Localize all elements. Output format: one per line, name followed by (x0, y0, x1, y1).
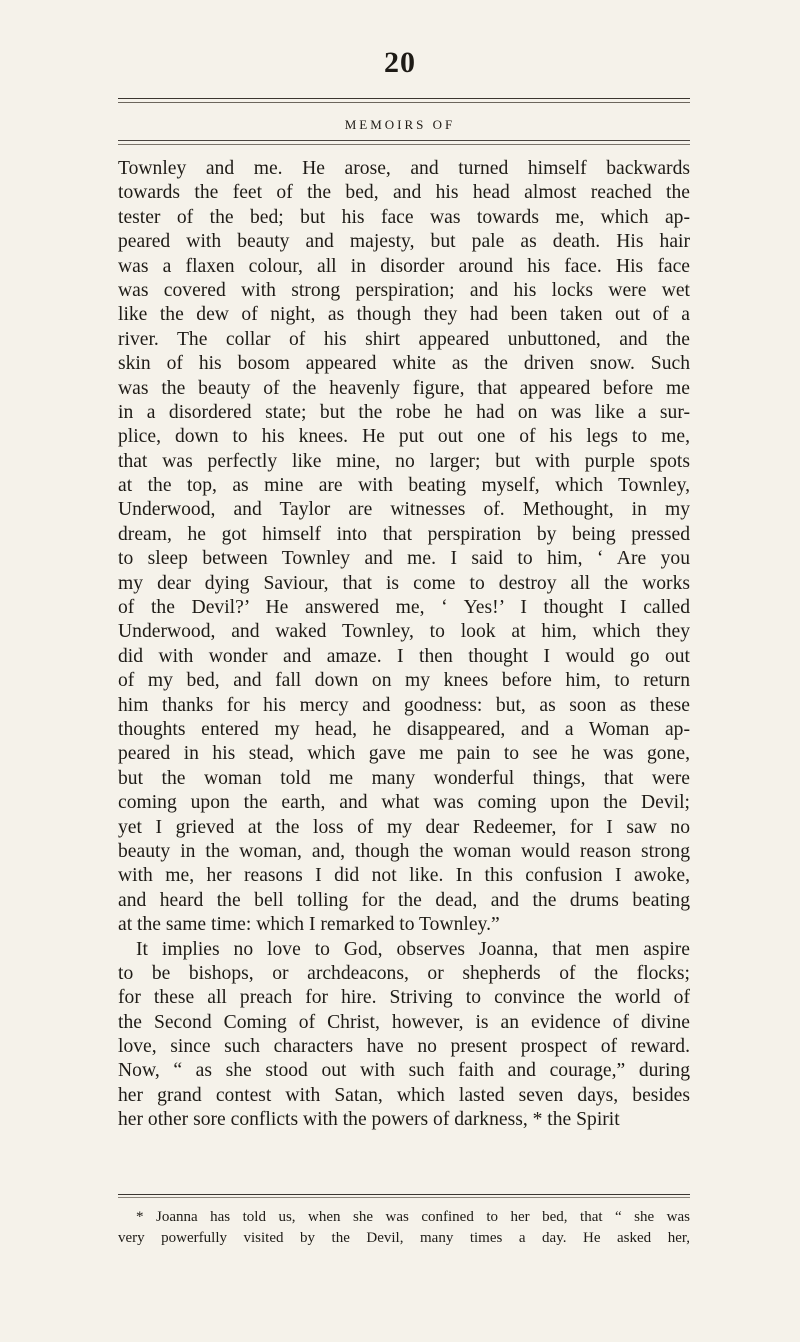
header-rule (118, 140, 690, 141)
text-line: of the Devil?’ He answered me, ‘ Yes!’ I thought I called (118, 597, 690, 619)
running-head: MEMOIRS OF (344, 117, 456, 132)
text-line: coming upon the earth, and what was coming upon the Devil; (118, 792, 690, 814)
header-rule-thin (118, 144, 690, 145)
text-line: yet I grieved at the loss of my dear Redeemer, for I saw no (118, 816, 690, 838)
top-rule (118, 98, 690, 99)
text-line: was a flaxen colour, all in disorder around his face. His face (118, 255, 690, 277)
text-line: my dear dying Saviour, that is come to destroy all the works (118, 572, 690, 594)
footnote-line: * Joanna has told us, when she was confined to her bed, that “ she was (136, 1209, 690, 1225)
text-line: that was perfectly like mine, no larger; but with purple spots (118, 450, 690, 472)
text-line: her grand contest with Satan, which lasted seven days, besides (118, 1084, 690, 1106)
text-line: skin of his bosom appeared white as the driven snow. Such (118, 353, 690, 375)
text-line: her other sore conflicts with the powers of darkness, * the Spirit (118, 1109, 620, 1131)
text-line: beauty in the woman, and, though the woman would reason strong (118, 840, 690, 862)
footnote-line: very powerfully visited by the Devil, many times a day. He asked her, (118, 1230, 690, 1246)
text-line: at the top, as mine are with beating myself, which Townley, (118, 475, 690, 497)
text-line: but the woman told me many wonderful things, that were (118, 767, 690, 789)
text-line: him thanks for his mercy and goodness: but, as soon as these (118, 694, 690, 716)
text-line: It implies no love to God, observes Joanna, that men aspire (136, 938, 690, 960)
text-line: and heard the bell tolling for the dead, and the drums beating (118, 889, 690, 911)
footnote-rule-thin (118, 1197, 690, 1198)
text-line: of my bed, and fall down on my knees before him, to return (118, 670, 690, 692)
text-line: for these all preach for hire. Striving to convince the world of (118, 987, 690, 1009)
footnote (118, 1207, 690, 1249)
text-line: tester of the bed; but his face was towards me, which ap- (118, 206, 690, 228)
text-line: towards the feet of the bed, and his head almost reached the (118, 182, 690, 204)
text-line: Now, “ as she stood out with such faith and courage,” during (118, 1060, 690, 1082)
top-rule-thin (118, 102, 690, 103)
footnote-rule (118, 1194, 690, 1195)
page-number: 20 (384, 46, 416, 79)
text-line: in a disordered state; but the robe he had on was like a sur- (118, 401, 690, 423)
text-line: the Second Coming of Christ, however, is an evidence of divine (118, 1011, 690, 1033)
text-line: to sleep between Townley and me. I said to him, ‘ Are you (118, 548, 690, 570)
text-line: was the beauty of the heavenly figure, that appeared before me (118, 377, 690, 399)
text-line: with me, her reasons I did not like. In this confusion I awoke, (118, 865, 690, 887)
text-line: river. The collar of his shirt appeared unbuttoned, and the (118, 328, 690, 350)
text-line: to be bishops, or archdeacons, or shepherds of the flocks; (118, 962, 690, 984)
text-line: peared in his stead, which gave me pain to see he was gone, (118, 743, 690, 765)
text-line: plice, down to his knees. He put out one of his legs to me, (118, 426, 690, 448)
text-line: dream, he got himself into that perspiration by being pressed (118, 523, 690, 545)
text-line: Underwood, and Taylor are witnesses of. Methought, in my (118, 499, 690, 521)
text-line: love, since such characters have no present prospect of reward. (118, 1036, 690, 1058)
text-line: was covered with strong perspiration; and his locks were wet (118, 279, 690, 301)
text-line: at the same time: which I remarked to Townley.” (118, 914, 500, 936)
text-line: like the dew of night, as though they had been taken out of a (118, 304, 690, 326)
text-line: peared with beauty and majesty, but pale as death. His hair (118, 231, 690, 253)
text-line: Townley and me. He arose, and turned himself backwards (118, 158, 690, 179)
text-line: Underwood, and waked Townley, to look at him, which they (118, 621, 690, 643)
text-line: thoughts entered my head, he disappeared, and a Woman ap- (118, 718, 690, 740)
body-text (118, 157, 690, 1133)
text-line: did with wonder and amaze. I then thought I would go out (118, 645, 690, 667)
